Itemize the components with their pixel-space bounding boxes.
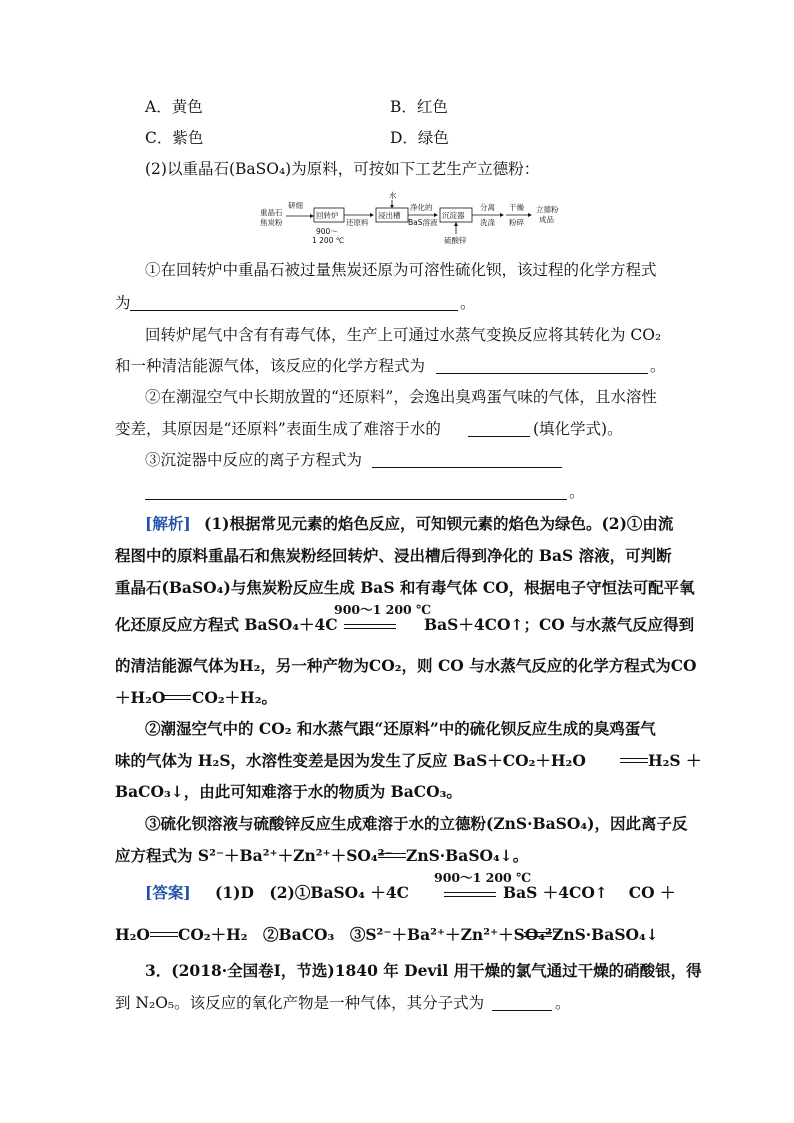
option-b: B．红色 (390, 98, 448, 116)
flow-zinc: 硫酸锌 (444, 236, 467, 245)
flow-step2b: BaS溶液 (408, 218, 438, 227)
equals-sign (163, 695, 191, 700)
equals-sign (150, 932, 178, 937)
flow-step3b: 洗涤 (480, 218, 495, 227)
flow-out-b: 成品 (539, 215, 554, 224)
answer-blank-1[interactable] (130, 294, 458, 311)
flow-step3a: 分离 (480, 203, 495, 212)
answer-tag: [答案] (145, 883, 191, 902)
flow-box1: 回转炉 (316, 211, 339, 220)
answer-blank-5[interactable] (492, 994, 552, 1011)
equals-sign (620, 758, 648, 763)
option-a: A．黄色 (145, 98, 203, 116)
flow-cond1b: 1 200 ℃ (312, 236, 345, 245)
process-flow-diagram (258, 188, 588, 248)
flow-step1: 研细 (288, 201, 303, 210)
flow-out-a: 立德粉 (536, 205, 559, 214)
flow-cond1a: 900～ (316, 227, 338, 236)
answer-blank-4a[interactable] (372, 451, 562, 468)
option-c: C．紫色 (145, 129, 204, 147)
flow-water: 水 (389, 191, 397, 200)
answer-blank-4b[interactable] (145, 483, 567, 500)
equals-sign-conditions: 900～1 200 ℃ (342, 614, 398, 636)
flow-input-a: 重晶石 (260, 208, 283, 217)
equals-sign (378, 853, 406, 858)
flow-input-b: 焦炭粉 (260, 218, 283, 227)
flow-step4a: 干燥 (509, 203, 524, 212)
answer-blank-3[interactable] (468, 420, 530, 437)
flow-mid1: 还原料 (346, 218, 369, 227)
analysis-tag: [解析] (145, 514, 191, 533)
equals-sign-conditions: 900～1 200 ℃ (442, 882, 498, 904)
flow-step4b: 粉碎 (509, 218, 524, 227)
flow-step2a: 净化的 (410, 203, 433, 212)
flow-box2: 浸出槽 (378, 211, 401, 220)
flow-box3: 沉淀器 (442, 211, 465, 220)
option-d: D．绿色 (390, 129, 449, 147)
equals-sign (524, 932, 552, 937)
answer-blank-2[interactable] (436, 357, 648, 374)
